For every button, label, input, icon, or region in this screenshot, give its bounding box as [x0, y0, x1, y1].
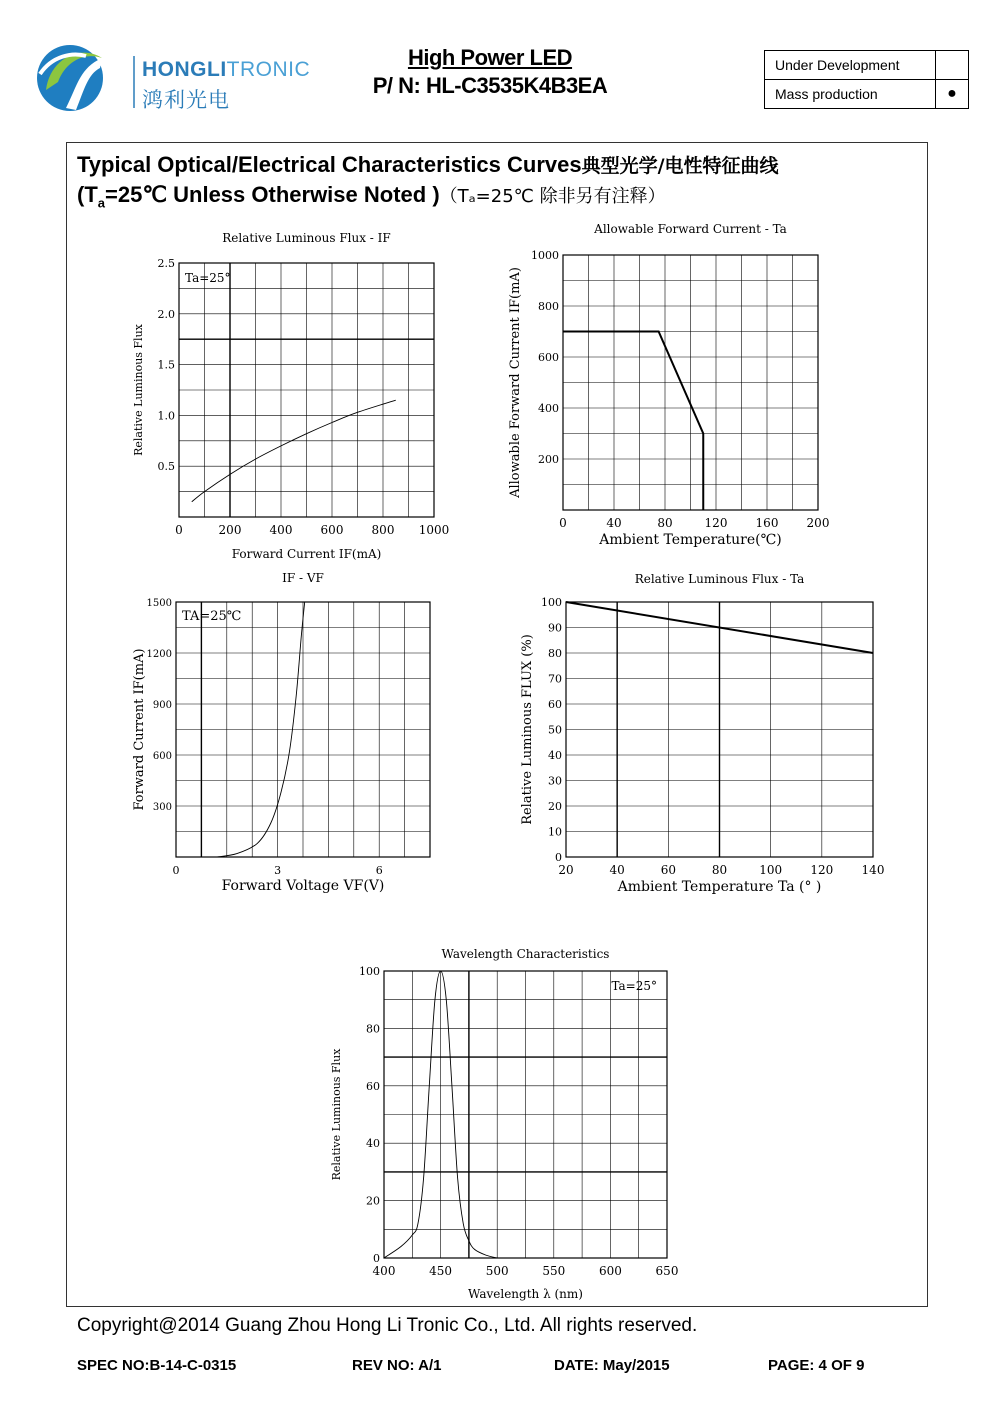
chart-flux-if — [132, 231, 449, 561]
x-axis-label: Forward Voltage VF(V) — [221, 878, 385, 894]
product-type: High Power LED — [407, 45, 573, 70]
chart-wavelength — [330, 947, 678, 1301]
part-number: P/ N: HL-C3535K4B3EA — [372, 73, 608, 98]
status-label: Under Development — [765, 51, 936, 80]
y-tick-label: 100 — [359, 965, 380, 978]
chart-annotation: Ta=25° — [611, 979, 657, 993]
x-tick-label: 1000 — [418, 523, 450, 537]
page-number: PAGE: 4 OF 9 — [768, 1357, 865, 1374]
x-tick-label: 140 — [861, 863, 885, 877]
brand-name-suffix: TRONIC — [226, 58, 311, 81]
chart-title: Relative Luminous Flux - Ta — [634, 572, 805, 586]
y-tick-label: 300 — [152, 802, 172, 813]
y-tick-label: 400 — [538, 402, 559, 415]
y-tick-label: 1.5 — [157, 358, 175, 372]
y-tick-label: 60 — [548, 698, 562, 711]
y-tick-label: 20 — [366, 1194, 380, 1208]
y-tick-label: 40 — [366, 1137, 380, 1151]
y-axis-label: Forward Current IF(mA) — [132, 648, 147, 811]
y-tick-label: 200 — [538, 453, 559, 466]
y-axis-label: Relative Luminous Flux — [132, 324, 145, 456]
y-tick-label: 600 — [152, 751, 172, 762]
section-title-english: Typical Optical/Electrical Characteristics Curves — [77, 152, 582, 177]
y-tick-label: 60 — [366, 1079, 380, 1093]
chart-annotation: Ta=25° — [185, 271, 231, 285]
x-tick-label: 0 — [172, 864, 180, 877]
x-axis-label: Wavelength λ (nm) — [468, 1287, 583, 1301]
copyright-notice: Copyright@2014 Guang Zhou Hong Li Tronic Co., Ltd. All rights reserved. — [77, 1315, 698, 1336]
status-label: Mass production — [765, 80, 936, 109]
chart-flux-ta — [520, 572, 884, 895]
y-tick-label: 600 — [538, 351, 559, 364]
x-tick-label: 600 — [598, 1264, 622, 1278]
chart-if-vf — [132, 571, 430, 894]
x-axis-label: Forward Current IF(mA) — [231, 547, 382, 561]
x-tick-label: 40 — [609, 863, 625, 877]
chart-if-ta — [508, 222, 829, 548]
series-line — [563, 332, 703, 511]
chart-title: Wavelength Characteristics — [441, 947, 610, 961]
x-tick-label: 6 — [375, 864, 383, 877]
chart-title: IF - VF — [282, 571, 324, 585]
y-tick-label: 80 — [548, 647, 562, 660]
x-tick-label: 400 — [372, 1264, 396, 1278]
y-tick-label: 40 — [548, 749, 562, 762]
x-tick-label: 500 — [485, 1264, 509, 1278]
x-tick-label: 400 — [269, 523, 293, 537]
section-title-chinese: 典型光学/电性特征曲线 — [581, 155, 779, 177]
chart-title: Relative Luminous Flux - IF — [222, 231, 391, 245]
y-tick-label: 20 — [548, 800, 562, 813]
brand-name-main: HONGLI — [142, 58, 227, 81]
x-tick-label: 20 — [558, 863, 574, 877]
y-tick-label: 1000 — [531, 249, 559, 262]
y-axis-label: Allowable Forward Current IF(mA) — [508, 267, 523, 498]
spec-number: SPEC NO:B-14-C-0315 — [77, 1357, 237, 1374]
x-tick-label: 100 — [759, 863, 783, 877]
x-tick-label: 200 — [218, 523, 242, 537]
condition-open: (T — [77, 182, 98, 207]
chart-title: Allowable Forward Current - Ta — [594, 222, 787, 236]
status-mark-bullet-icon: ● — [936, 80, 969, 109]
x-tick-label: 80 — [711, 863, 728, 877]
x-axis-label: Ambient Temperature Ta (° ) — [617, 879, 822, 895]
y-axis-label: Relative Luminous FLUX (%) — [520, 634, 535, 825]
y-tick-label: 80 — [366, 1022, 380, 1036]
document-date: DATE: May/2015 — [554, 1357, 670, 1374]
x-tick-label: 600 — [320, 523, 344, 537]
y-axis-label: Relative Luminous Flux — [330, 1048, 343, 1181]
y-tick-label: 0.5 — [157, 460, 175, 474]
x-tick-label: 120 — [704, 516, 728, 530]
y-tick-label: 2.5 — [157, 257, 175, 270]
y-tick-label: 1.0 — [157, 409, 175, 423]
y-tick-label: 1200 — [146, 649, 172, 660]
x-tick-label: 550 — [542, 1264, 566, 1278]
condition-text: =25℃ Unless Otherwise Noted ) — [105, 182, 440, 207]
x-tick-label: 200 — [806, 516, 830, 530]
y-tick-label: 30 — [548, 774, 562, 788]
revision-number: REV NO: A/1 — [352, 1357, 442, 1374]
y-tick-label: 70 — [548, 672, 562, 686]
chart-annotation: TA=25℃ — [182, 609, 242, 624]
y-tick-label: 2.0 — [157, 307, 175, 321]
condition-chinese: （Tₐ=25℃ 除非另有注释） — [439, 186, 666, 207]
y-tick-label: 90 — [548, 621, 562, 635]
x-tick-label: 450 — [429, 1264, 453, 1278]
y-tick-label: 0 — [373, 1252, 380, 1265]
x-tick-label: 0 — [559, 516, 567, 530]
x-axis-label: Ambient Temperature(℃) — [599, 532, 782, 548]
x-tick-label: 60 — [660, 863, 676, 877]
x-tick-label: 800 — [371, 523, 395, 537]
x-tick-label: 0 — [175, 523, 183, 537]
brand-name-chinese: 鸿利光电 — [142, 88, 230, 112]
x-tick-label: 650 — [655, 1264, 679, 1278]
y-tick-label: 900 — [152, 700, 172, 711]
condition-subscript: a — [97, 195, 105, 211]
y-tick-label: 100 — [541, 596, 562, 609]
x-tick-label: 120 — [810, 863, 834, 877]
y-tick-label: 0 — [555, 851, 562, 864]
x-tick-label: 160 — [755, 516, 779, 530]
y-tick-label: 1500 — [146, 598, 172, 609]
y-tick-label: 10 — [548, 825, 562, 839]
y-tick-label: 50 — [548, 723, 562, 737]
x-tick-label: 80 — [657, 516, 673, 530]
x-tick-label: 3 — [274, 864, 282, 877]
x-tick-label: 40 — [606, 516, 622, 530]
y-tick-label: 800 — [538, 300, 559, 313]
